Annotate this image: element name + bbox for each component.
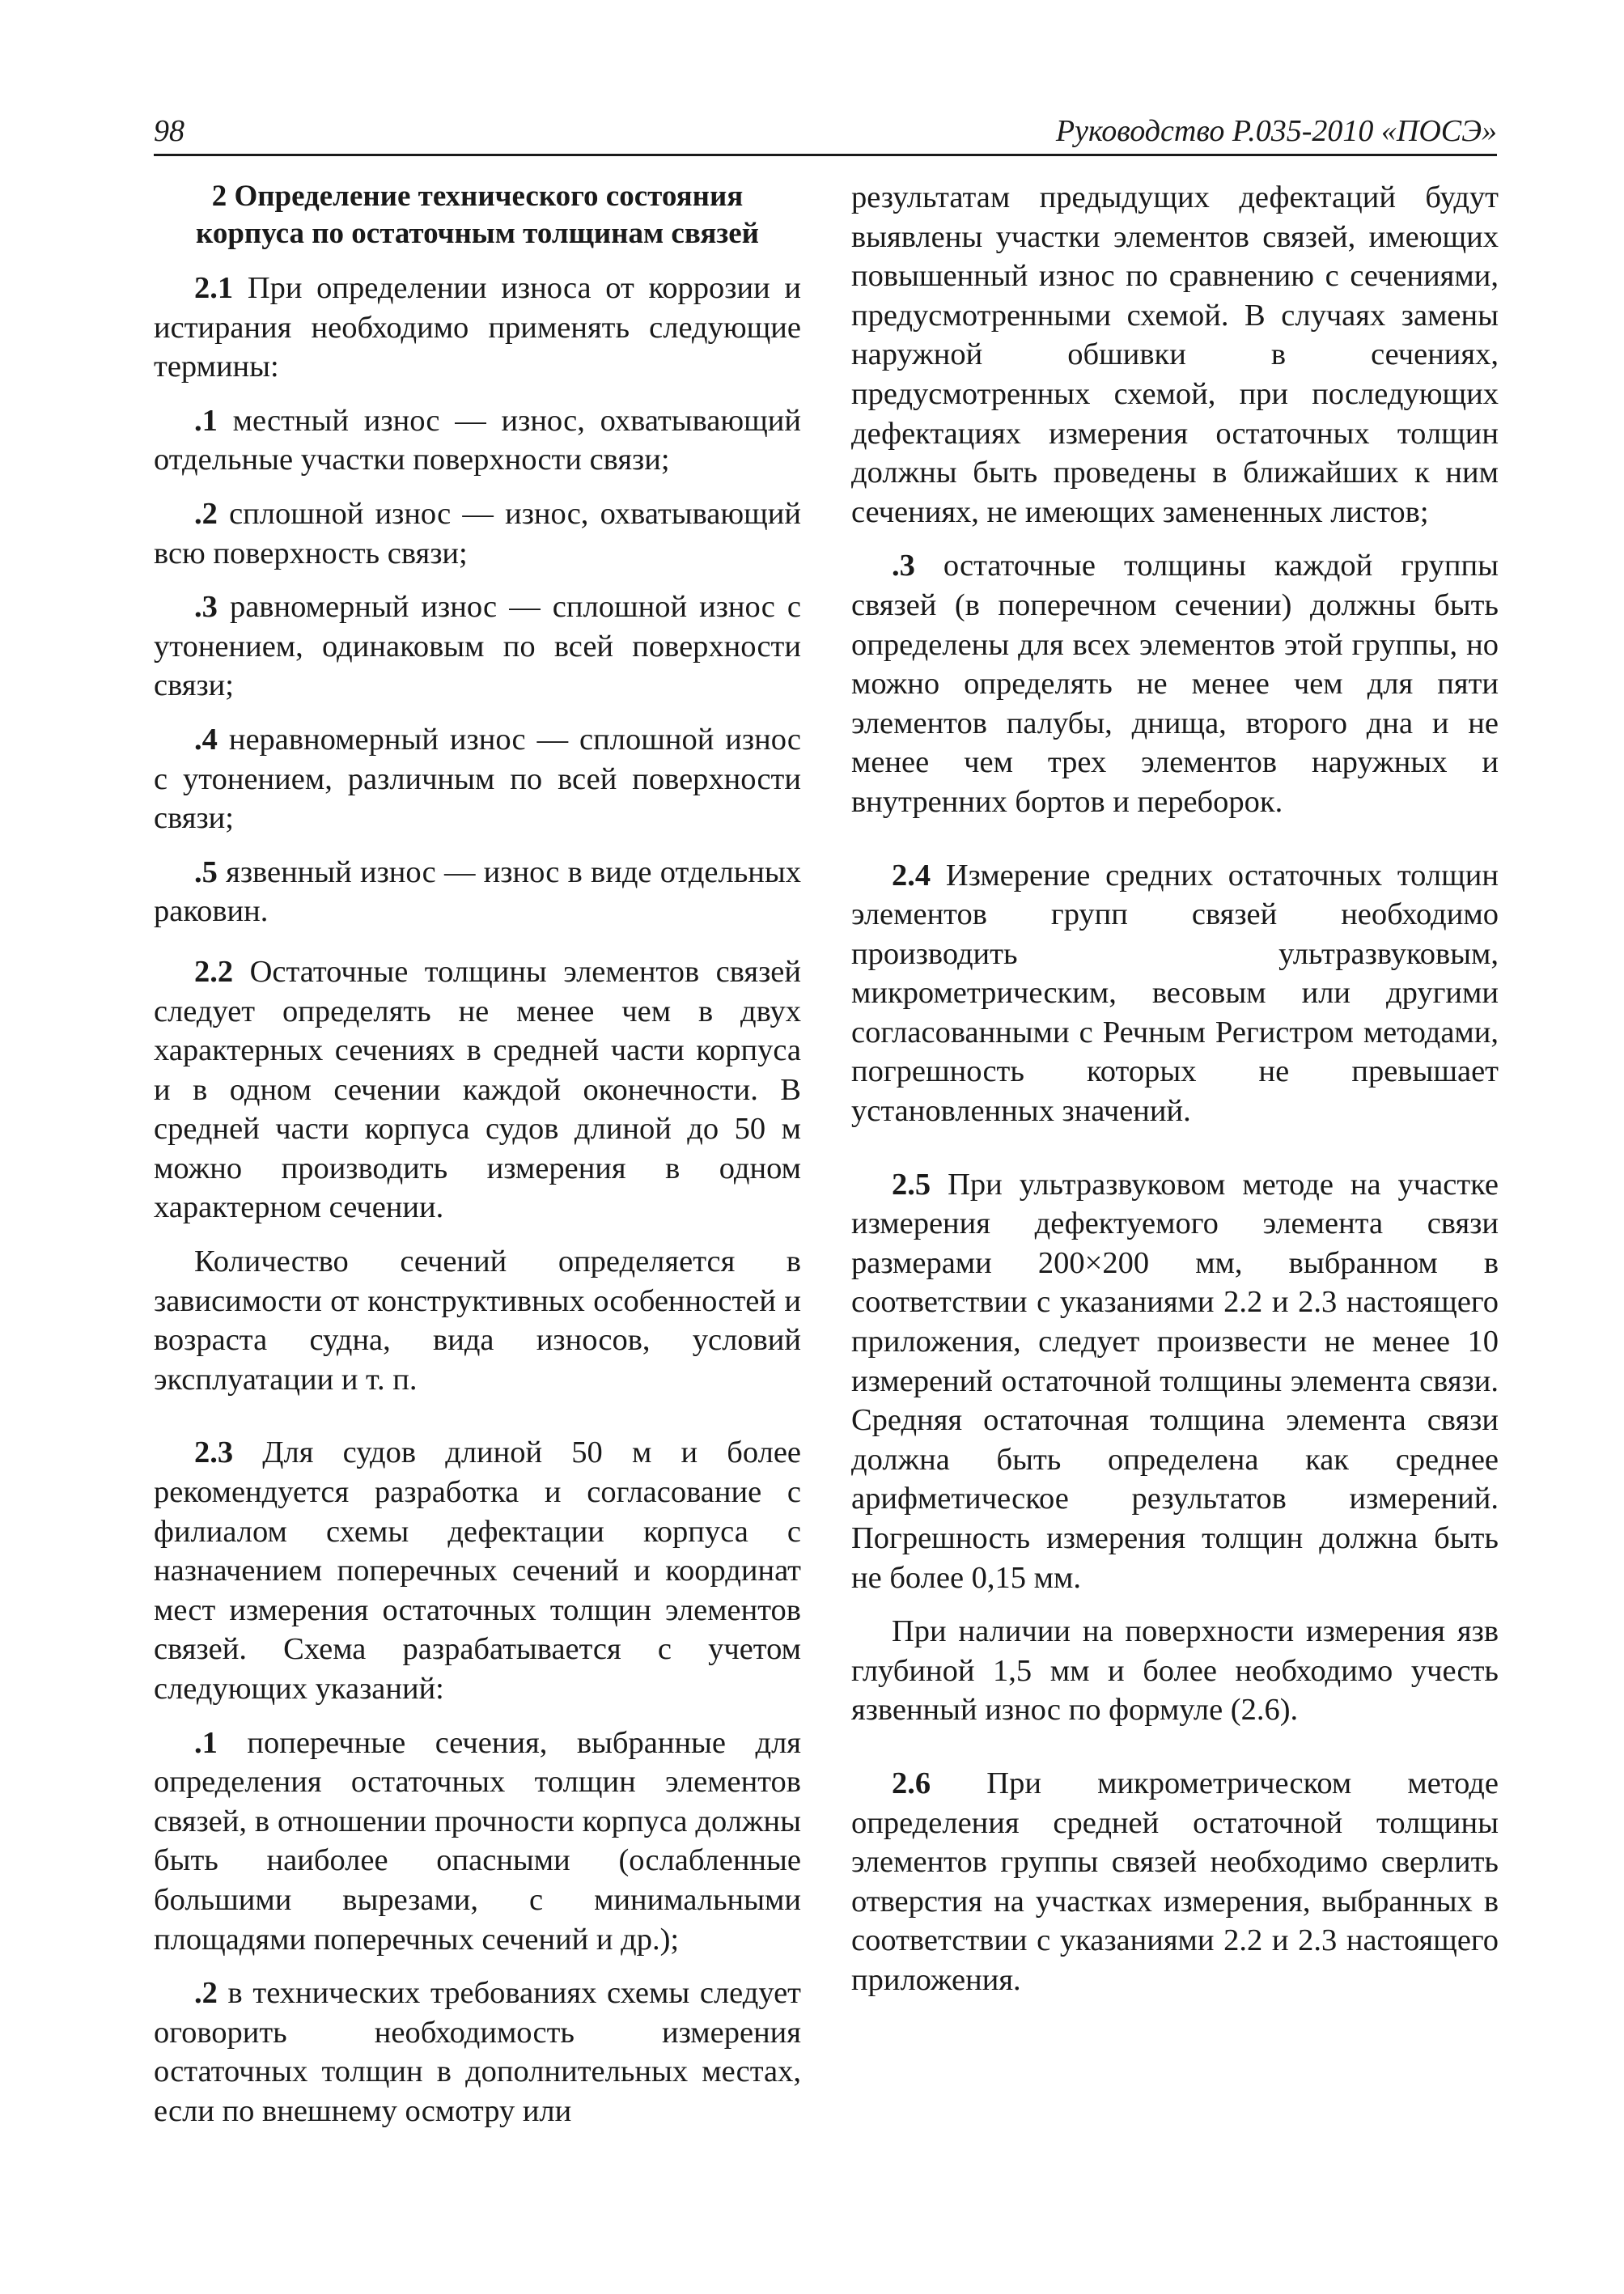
paragraph-text: Для судов длиной 50 м и более рекомендуется разработка и согласование с филиалом схемы дефектации корпуса с назначением поперечных сечений и координат мест измерения остаточных толщин элементов связей. Схема разрабатывается с учетом следующих указаний:	[154, 1435, 801, 1706]
item-2-3-2-continued: результатам предыдущих дефектаций будут выявлены участки элементов связей, имеющих повышенный износ по сравнению с сечениями, предусмотренными схемой. В случаях замены наружной обшивки в сечениях, предусмотренных схемой, при последующих дефектациях измерения остаточных толщин должны быть проведены в ближайших к ним сечениях, не имеющих замененных листов;	[851, 180, 1499, 529]
paragraph-2-4	[851, 856, 1499, 1131]
item-number: .2	[194, 496, 218, 531]
item-2-1-4	[154, 720, 801, 838]
item-2-1-5	[154, 853, 801, 931]
item-text: равномерный износ — сплошной износ с утонением, одинаковым по всей поверхности связи;	[154, 590, 801, 703]
clause-number: 2.4	[892, 858, 931, 893]
item-number: .5	[194, 854, 218, 889]
item-number: .4	[194, 722, 218, 757]
paragraph-2-1	[154, 269, 801, 387]
paragraph-2-5	[851, 1165, 1499, 1598]
item-2-1-3	[154, 587, 801, 706]
clause-number: 2.2	[194, 954, 234, 989]
paragraph-text: При определении износа от коррозии и истирания необходимо применять следующие термины:	[154, 271, 801, 384]
paragraph-2-6	[851, 1764, 1499, 2000]
paragraph-2-5-continued: При наличии на поверхности измерения язв глубиной 1,5 мм и более необходимо учесть язвенный износ по формуле (2.6).	[851, 1614, 1499, 1728]
paragraph-text: При ультразвуковом методе на участке измерения дефектуемого элемента связи размерами 200×200 мм, выбранном в соответствии с указаниями 2.2 и 2.3 настоящего приложения, следует произвести не менее 10 измерений остаточной толщины элемента связи. Средняя остаточная толщина элемента связи должна быть определена как среднее арифметическое результатов измерений. Погрешность измерения толщин должна быть не более 0,15 мм.	[851, 1167, 1499, 1595]
item-2-1-2	[154, 494, 801, 573]
paragraph-2-2-continued: Количество сечений определяется в зависимости от конструктивных особенностей и возраста судна, вида износов, условий эксплуатации и т. п.	[154, 1245, 801, 1397]
clause-number: 2.3	[194, 1435, 234, 1470]
item-number: .1	[194, 1725, 218, 1760]
paragraph-text: Измерение средних остаточных толщин элементов групп связей необходимо производить ультразвуковым, микрометрическим, весовым или другими согласованными с Речным Регистром методами, погрешность которых не превышает установленных значений.	[851, 858, 1499, 1129]
page-header	[154, 112, 1497, 156]
item-text: поперечные сечения, выбранные для определения остаточных толщин элементов связей, в отношении прочности корпуса должны быть наиболее опасными (ослабленные большими вырезами, с минимальными площадями поперечных сечений и др.);	[154, 1725, 801, 1957]
item-text: местный износ — износ, охватывающий отдельные участки поверхности связи;	[154, 403, 801, 477]
running-title: Руководство Р.035-2010 «ПОСЭ»	[1055, 114, 1497, 148]
clause-number: 2.6	[892, 1766, 931, 1800]
item-text: неравномерный износ — сплошной износ с утонением, различным по всей поверхности связи;	[154, 722, 801, 836]
paragraph-2-3	[154, 1433, 801, 1708]
item-number: .3	[892, 549, 915, 583]
item-text: в технических требованиях схемы следует оговорить необходимость измерения остаточных толщин в дополнительных местах, если по внешнему осмотру или	[154, 1976, 801, 2128]
section-title: 2 Определение технического состояния корпуса по остаточным толщинам связей	[196, 180, 759, 250]
left-column	[154, 178, 801, 2131]
page-number: 98	[154, 114, 184, 148]
item-number: .1	[194, 403, 218, 438]
right-column	[851, 178, 1499, 2000]
item-number: .3	[194, 590, 218, 625]
item-2-1-1	[154, 401, 801, 480]
clause-number: 2.5	[892, 1167, 931, 1202]
paragraph-2-2	[154, 952, 801, 1228]
item-2-3-1	[154, 1724, 801, 1960]
item-text: сплошной износ — износ, охватывающий всю поверхность связи;	[154, 496, 801, 570]
item-text: язвенный износ — износ в виде отдельных раковин.	[154, 854, 801, 929]
item-2-3-2	[154, 1974, 801, 2131]
paragraph-text: Остаточные толщины элементов связей следует определять не менее чем в двух характерных сечениях в средней части корпуса и в одном сечении каждой оконечности. В средней части корпуса судов длиной до 50 м можно производить измерения в одном характерном сечении.	[154, 954, 801, 1225]
item-2-3-3	[851, 546, 1499, 821]
item-number: .2	[194, 1976, 218, 2011]
paragraph-text: При микрометрическом методе определения средней остаточной толщины элементов группы связей необходимо сверлить отверстия на участках измерения, выбранных в соответствии с указаниями 2.2 и 2.3 настоящего приложения.	[851, 1766, 1499, 1997]
clause-number: 2.1	[194, 271, 234, 305]
item-text: остаточные толщины каждой группы связей (в поперечном сечении) должны быть определены для всех элементов этой группы, но можно определять не менее чем для пяти элементов палубы, днища, второго дна и не менее чем трех элементов наружных и внутренних бортов и переборок.	[851, 549, 1499, 819]
